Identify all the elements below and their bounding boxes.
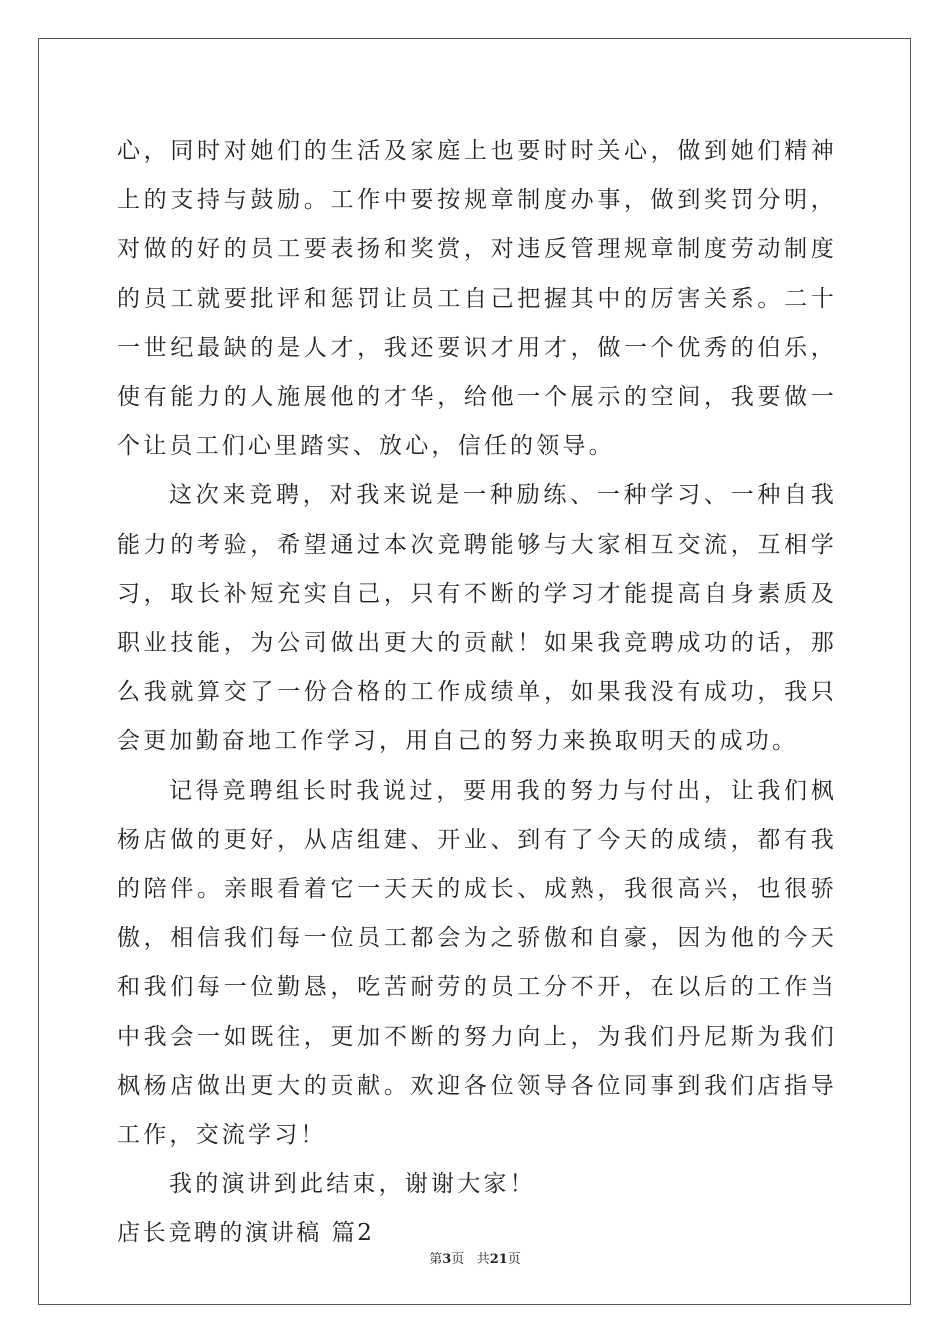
page-total: 21 <box>489 1252 508 1267</box>
page-total-prefix: 共 <box>476 1252 490 1267</box>
paragraph: 这次来竞聘，对我来说是一种励练、一种学习、一种自我能力的考验，希望通过本次竞聘能够与大家相互交流，互相学习，取长补短充实自己，只有不断的学习才能提高自身素质及职业技能，为公司做出更大的贡献！如果我竞聘成功的话，那么我就算交了一份合格的工作成绩单，如果我没有成功，我只会更加勤奋地工作学习，用自己的努力来换取明天的成功。 <box>117 482 837 755</box>
paragraph: 心，同时对她们的生活及家庭上也要时时关心，做到她们精神上的支持与鼓励。工作中要按规章制度办事，做到奖罚分明，对做的好的员工要表扬和奖赏，对违反管理规章制度劳动制度的员工就要批评和惩罚让员工自己把握其中的厉害关系。二十一世纪最缺的是人才，我还要识才用才，做一个优秀的伯乐，使有能力的人施展他的才华，给他一个展示的空间，我要做一个让员工们心里踏实、放心，信任的领导。 <box>117 138 837 460</box>
paragraph: 记得竞聘组长时我说过，要用我的努力与付出，让我们枫杨店做的更好，从店组建、开业、到有了今天的成绩，都有我的陪伴。亲眼看着它一天天的成长、成熟，我很高兴，也很骄傲，相信我们每一位员工都会为之骄傲和自豪，因为他的今天和我们每一位勤恳，吃苦耐劳的员工分不开，在以后的工作当中我会一如既往，更加不断的努力向上，为我们丹尼斯为我们枫杨店做出更大的贡献。欢迎各位领导各位同事到我们店指导工作，交流学习！ <box>117 777 837 1149</box>
page-number-prefix: 第 <box>429 1252 443 1267</box>
page-total-suffix: 页 <box>507 1252 521 1267</box>
page-number-suffix: 页 <box>451 1252 465 1267</box>
document-body <box>117 127 837 1259</box>
page-number-current: 3 <box>442 1252 452 1267</box>
paragraph: 我的演讲到此结束，谢谢大家！ <box>169 1171 536 1198</box>
page-footer <box>0 1248 950 1267</box>
section-heading: 店长竞聘的演讲稿 篇2 <box>117 1220 375 1247</box>
